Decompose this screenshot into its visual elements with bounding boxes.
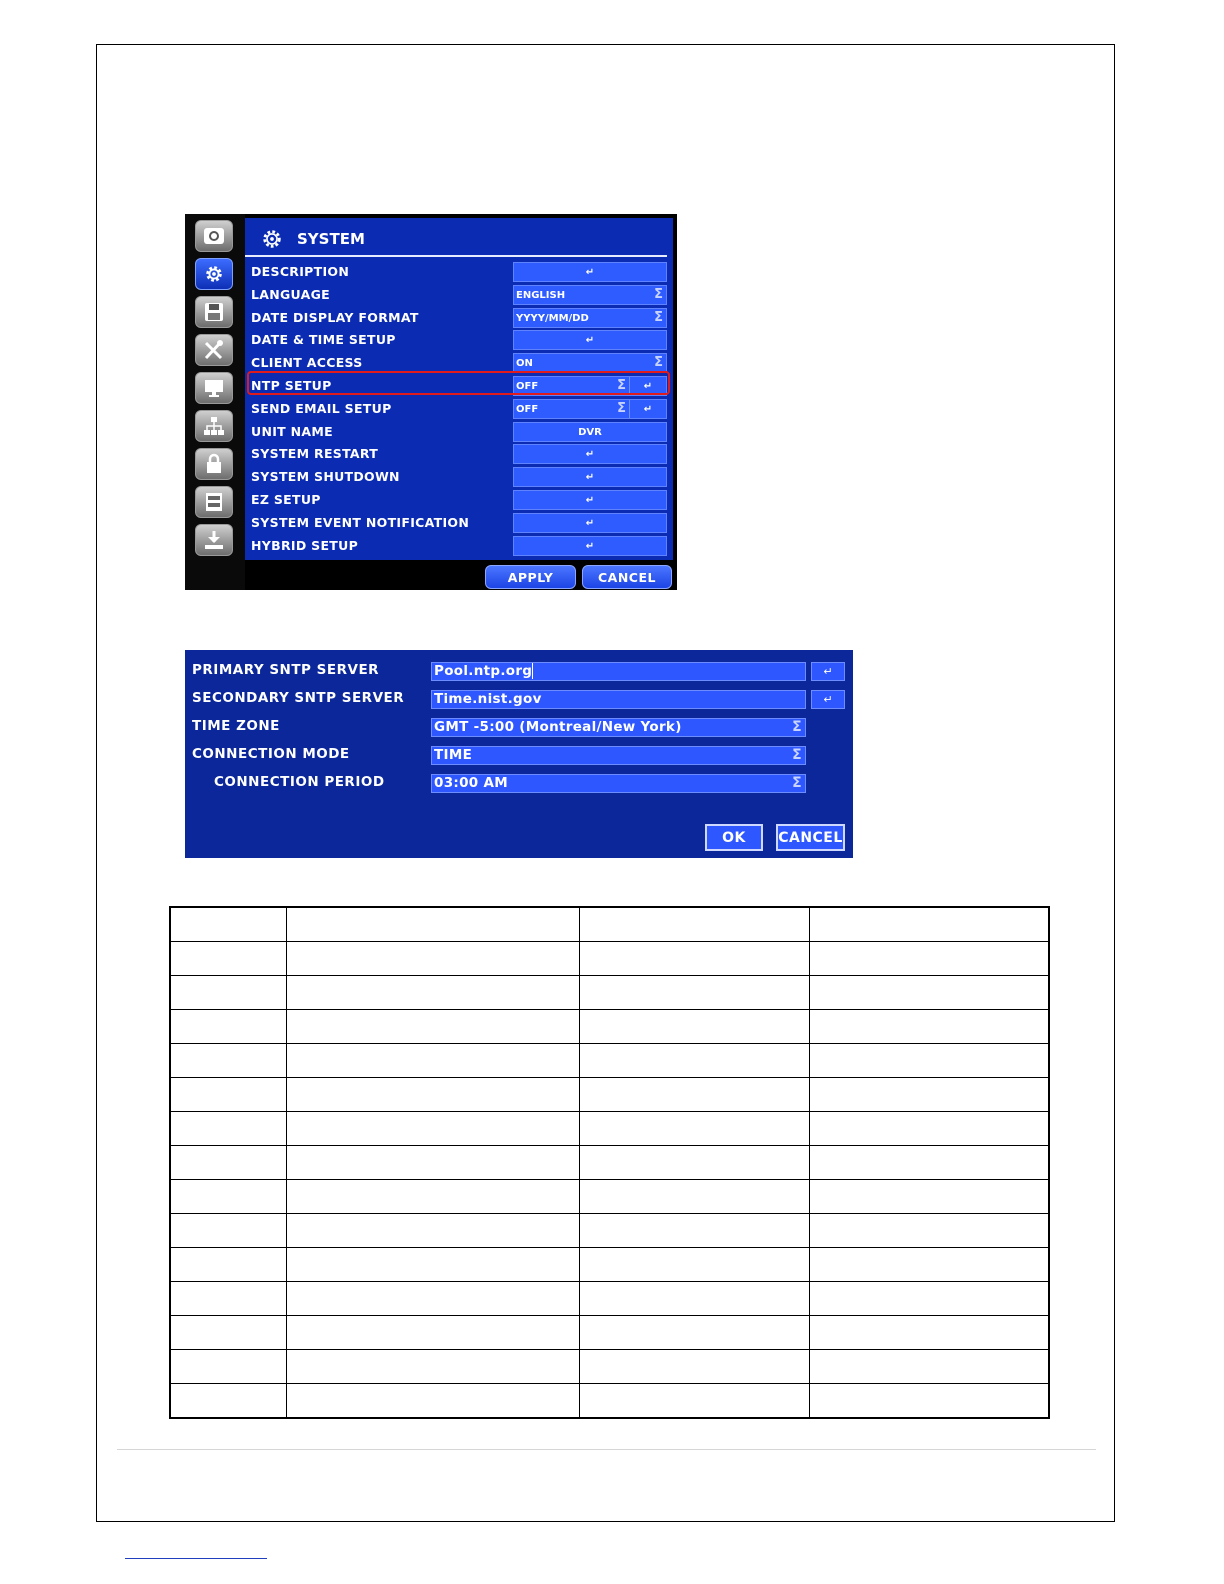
camera-icon[interactable]: [195, 220, 233, 252]
menu-row-date-time-setup[interactable]: [251, 330, 667, 350]
enter-icon: ↵: [585, 540, 595, 552]
dropdown[interactable]: [513, 308, 667, 328]
empty-table: [169, 906, 1050, 1419]
ok-button[interactable]: OK: [705, 824, 763, 851]
enter-icon: ↵: [585, 266, 595, 278]
table-cell: [810, 976, 1049, 1010]
table-cell: [579, 1180, 809, 1214]
table-cell: [810, 942, 1049, 976]
menu-label: SYSTEM EVENT NOTIFICATION: [251, 515, 470, 530]
monitor-icon[interactable]: [195, 372, 233, 404]
table-cell: [810, 907, 1049, 942]
enter-button[interactable]: [513, 513, 667, 533]
table-row: [170, 1350, 1049, 1384]
dropdown-icon: Σ: [792, 719, 802, 735]
table-cell: [170, 1180, 287, 1214]
dropdown-icon: Σ: [654, 310, 663, 325]
table-row: [170, 1282, 1049, 1316]
menu-row-send-email-setup[interactable]: [251, 399, 667, 419]
table-row: [170, 1384, 1049, 1419]
menu-row-date-display-format[interactable]: [251, 308, 667, 328]
table-row: [170, 1248, 1049, 1282]
enter-button[interactable]: [513, 330, 667, 350]
enter-button[interactable]: [513, 262, 667, 282]
system-title-text: SYSTEM: [297, 230, 365, 248]
menu-row-system-shutdown[interactable]: [251, 467, 667, 487]
secondary-server-field[interactable]: [431, 690, 806, 709]
table-cell: [579, 1316, 809, 1350]
table-cell: [287, 1180, 579, 1214]
table-cell: [287, 1248, 579, 1282]
menu-label: UNIT NAME: [251, 424, 333, 439]
system-menu-screen: [185, 214, 677, 590]
table-cell: [170, 1146, 287, 1180]
apply-button[interactable]: APPLY: [485, 565, 576, 589]
title-divider: [245, 255, 667, 257]
footer-link-underline: [125, 1558, 267, 1559]
menu-label: SYSTEM RESTART: [251, 446, 379, 461]
menu-row-unit-name[interactable]: [251, 422, 667, 442]
table-cell: [287, 1044, 579, 1078]
dropdown-icon: Σ: [617, 401, 626, 416]
menu-label: DATE DISPLAY FORMAT: [251, 310, 419, 325]
table-cell: [810, 1112, 1049, 1146]
connection-mode-value: TIME: [434, 747, 473, 763]
enter-icon: ↵: [585, 494, 595, 506]
table-cell: [579, 1350, 809, 1384]
table-cell: [810, 1350, 1049, 1384]
enter-button[interactable]: ↵: [629, 400, 666, 418]
download-icon[interactable]: [195, 524, 233, 556]
table-cell: [287, 1384, 579, 1419]
connection-period-label: CONNECTION PERIOD: [214, 774, 385, 790]
table-cell: [287, 1078, 579, 1112]
menu-row-language[interactable]: [251, 285, 667, 305]
table-cell: [810, 1044, 1049, 1078]
enter-button[interactable]: [513, 467, 667, 487]
table-row: [170, 942, 1049, 976]
enter-icon: ↵: [585, 471, 595, 483]
connection-period-value: 03:00 AM: [434, 775, 508, 791]
dropdown-value: ENGLISH: [516, 289, 566, 301]
secondary-server-value: Time.nist.gov: [434, 691, 542, 707]
enter-button[interactable]: ↵: [629, 377, 666, 395]
dropdown-value: YYYY/MM/DD: [516, 312, 589, 324]
primary-server-field[interactable]: [431, 662, 806, 681]
table-cell: [579, 1146, 809, 1180]
table-cell: [170, 1010, 287, 1044]
time-zone-value: GMT -5:00 (Montreal/New York): [434, 719, 682, 735]
sidebar: [185, 214, 245, 590]
table-cell: [810, 1010, 1049, 1044]
menu-label: SEND EMAIL SETUP: [251, 401, 392, 416]
table-cell: [579, 942, 809, 976]
table-cell: [170, 1316, 287, 1350]
menu-row-description[interactable]: [251, 262, 667, 282]
menu-label: CLIENT ACCESS: [251, 355, 363, 370]
enter-icon: ↵: [823, 693, 833, 706]
table-cell: [579, 1248, 809, 1282]
table-cell: [170, 907, 287, 942]
table-cell: [287, 976, 579, 1010]
table-row: [170, 1146, 1049, 1180]
table-cell: [579, 1010, 809, 1044]
lock-icon[interactable]: [195, 448, 233, 480]
table-cell: [170, 1112, 287, 1146]
time-zone-dropdown[interactable]: [431, 718, 806, 737]
dropdown-icon: Σ: [654, 355, 663, 370]
menu-row-hybrid-setup[interactable]: [251, 536, 667, 556]
dropdown-value: OFF: [516, 380, 539, 392]
table-cell: [170, 1384, 287, 1419]
menu-row-client-access[interactable]: [251, 353, 667, 373]
footer-divider: [117, 1449, 1096, 1450]
table-cell: [287, 1316, 579, 1350]
menu-label: NTP SETUP: [251, 378, 332, 393]
table-cell: [810, 1316, 1049, 1350]
table-cell: [170, 1282, 287, 1316]
table-row: [170, 1180, 1049, 1214]
time-zone-label: TIME ZONE: [192, 718, 280, 734]
primary-server-value: Pool.ntp.org: [434, 663, 533, 679]
system-title: [261, 226, 365, 252]
table-cell: [287, 942, 579, 976]
menu-row-system-event-notification[interactable]: [251, 513, 667, 533]
menu-label: SYSTEM SHUTDOWN: [251, 469, 400, 484]
dropdown-icon: Σ: [654, 287, 663, 302]
storage-icon[interactable]: [195, 486, 233, 518]
table-cell: [579, 1078, 809, 1112]
table-cell: [579, 1214, 809, 1248]
table-cell: [170, 1350, 287, 1384]
tools-icon[interactable]: [195, 334, 233, 366]
enter-icon: ↵: [823, 665, 833, 678]
primary-server-enter-button[interactable]: [811, 662, 845, 681]
dropdown-icon: Σ: [792, 775, 802, 791]
table-row: [170, 1078, 1049, 1112]
secondary-server-enter-button[interactable]: [811, 690, 845, 709]
dropdown[interactable]: [513, 399, 667, 419]
table-cell: [287, 1214, 579, 1248]
ntp-setup-dialog: [185, 650, 853, 858]
text-field[interactable]: [513, 422, 667, 442]
table-cell: [287, 1350, 579, 1384]
table-cell: [810, 1248, 1049, 1282]
table-cell: [579, 1282, 809, 1316]
table-cell: [170, 1214, 287, 1248]
table-row: [170, 1214, 1049, 1248]
table-cell: [287, 1112, 579, 1146]
table-cell: [810, 1078, 1049, 1112]
dropdown-value: OFF: [516, 403, 539, 415]
menu-label: DATE & TIME SETUP: [251, 332, 396, 347]
dropdown-icon: Σ: [792, 747, 802, 763]
menu-label: EZ SETUP: [251, 492, 321, 507]
enter-icon: ↵: [585, 334, 595, 346]
ntp-setup-highlight: [247, 371, 670, 395]
table-cell: [170, 942, 287, 976]
table-cell: [810, 1146, 1049, 1180]
table-cell: [287, 1010, 579, 1044]
ntp-cancel-button[interactable]: CANCEL: [776, 824, 845, 851]
table-cell: [170, 1248, 287, 1282]
dropdown-value: ON: [516, 357, 533, 369]
table-cell: [579, 1384, 809, 1419]
settings-gear-icon: [261, 228, 283, 250]
table-cell: [810, 1180, 1049, 1214]
table-row: [170, 1010, 1049, 1044]
connection-period-dropdown[interactable]: [431, 774, 806, 793]
menu-label: DESCRIPTION: [251, 264, 350, 279]
table-cell: [287, 907, 579, 942]
table-cell: [810, 1384, 1049, 1419]
table-row: [170, 907, 1049, 942]
table-cell: [579, 907, 809, 942]
dropdown[interactable]: [513, 353, 667, 373]
menu-row-ez-setup[interactable]: [251, 490, 667, 510]
enter-button[interactable]: [513, 490, 667, 510]
table-cell: [170, 1044, 287, 1078]
enter-icon: ↵: [585, 517, 595, 529]
network-icon[interactable]: [195, 410, 233, 442]
table-cell: [579, 1112, 809, 1146]
table-cell: [287, 1282, 579, 1316]
dropdown[interactable]: [513, 285, 667, 305]
menu-label: HYBRID SETUP: [251, 538, 359, 553]
system-cancel-button[interactable]: CANCEL: [582, 565, 672, 589]
table-cell: [579, 1044, 809, 1078]
secondary-server-label: SECONDARY SNTP SERVER: [192, 690, 405, 706]
table-cell: [170, 1078, 287, 1112]
table-row: [170, 1316, 1049, 1350]
enter-button[interactable]: [513, 444, 667, 464]
table-row: [170, 976, 1049, 1010]
field-value: DVR: [578, 426, 602, 438]
menu-label: LANGUAGE: [251, 287, 330, 302]
dropdown-icon: Σ: [617, 378, 626, 393]
table-row: [170, 1112, 1049, 1146]
table-cell: [170, 976, 287, 1010]
enter-button[interactable]: [513, 536, 667, 556]
table-cell: [810, 1282, 1049, 1316]
primary-server-label: PRIMARY SNTP SERVER: [192, 662, 380, 678]
table-cell: [579, 976, 809, 1010]
gear-icon[interactable]: [195, 258, 233, 290]
menu-row-system-restart[interactable]: [251, 444, 667, 464]
save-icon[interactable]: [195, 296, 233, 328]
connection-mode-dropdown[interactable]: [431, 746, 806, 765]
table-cell: [287, 1146, 579, 1180]
enter-icon: ↵: [585, 448, 595, 460]
table-row: [170, 1044, 1049, 1078]
table-cell: [810, 1214, 1049, 1248]
connection-mode-label: CONNECTION MODE: [192, 746, 350, 762]
